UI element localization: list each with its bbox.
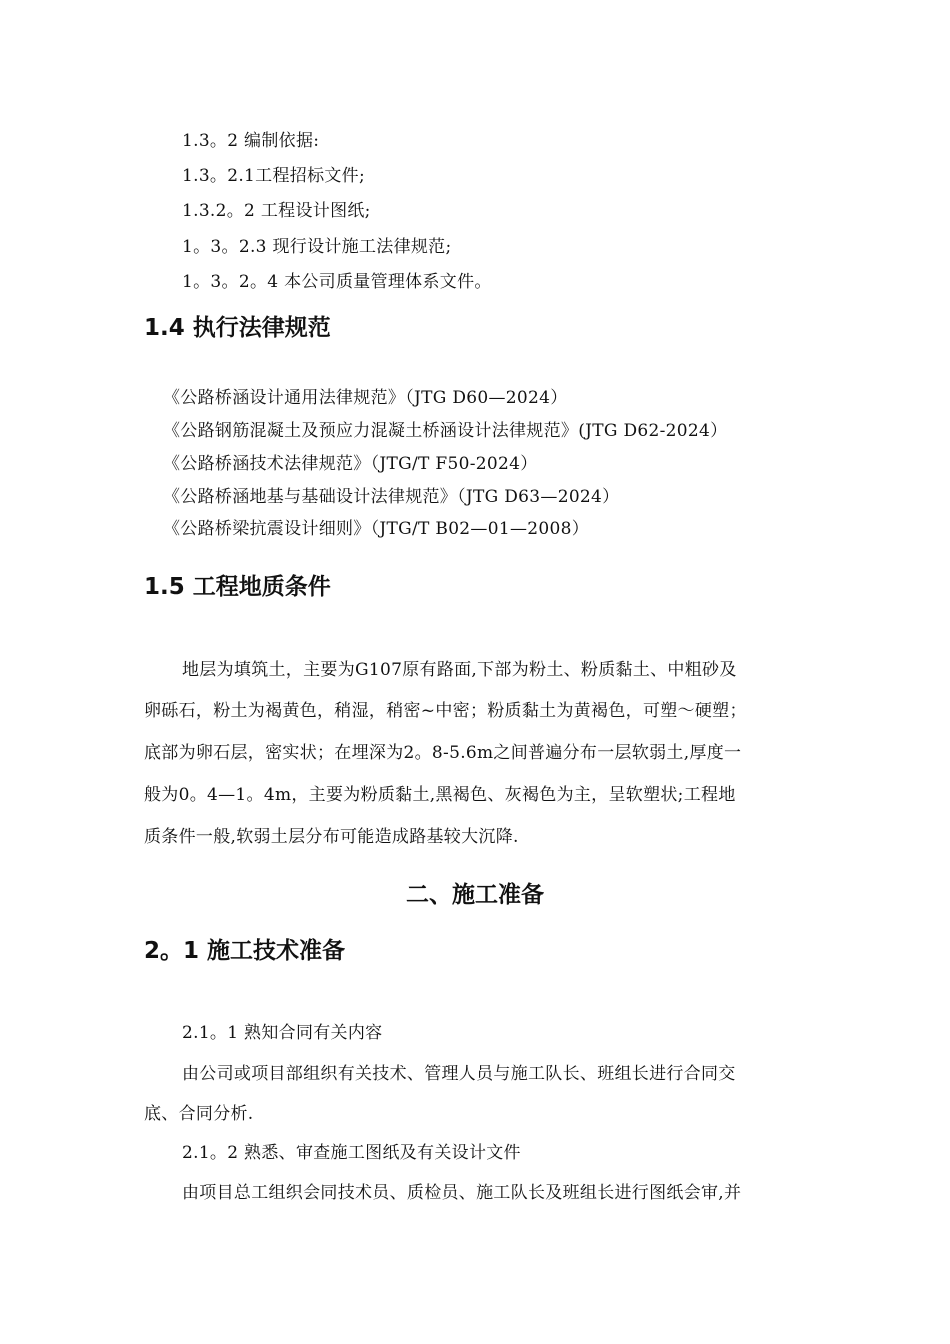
geology-paragraph-line: 般为0。4—1。4m，主要为粉质黏土,黑褐色、灰褐色为主，呈软塑状;工程地 [144, 785, 736, 805]
standard-item: 《公路桥梁抗震设计细则》（JTG/T B02—01—2008） [163, 519, 590, 539]
section-1-5-heading: 1.5 工程地质条件 [144, 574, 331, 600]
standard-item: 《公路桥涵地基与基础设计法律规范》（JTG D63—2024） [163, 487, 620, 507]
standard-item: 《公路桥涵技术法律规范》（JTG/T F50-2024） [163, 454, 538, 474]
basis-item: 1.3。2.1工程招标文件; [182, 166, 365, 186]
contract-paragraph-line: 由公司或项目部组织有关技术、管理人员与施工队长、班组长进行合同交 [182, 1064, 736, 1084]
subsection-2-1-1-title: 2.1。1 熟知合同有关内容 [182, 1023, 383, 1043]
section-2-1-heading: 2。1 施工技术准备 [144, 938, 346, 964]
geology-paragraph-line: 质条件一般,软弱土层分布可能造成路基较大沉降. [144, 827, 519, 847]
contract-paragraph-line: 底、合同分析. [144, 1104, 254, 1124]
geology-paragraph-line: 卵砾石，粉土为褐黄色，稍湿，稍密~中密；粉质黏土为黄褐色，可塑～硬塑； [144, 701, 747, 721]
standard-item: 《公路钢筋混凝土及预应力混凝土桥涵设计法律规范》(JTG D62-2024） [163, 421, 728, 441]
section-1-4-heading: 1.4 执行法律规范 [144, 315, 331, 341]
geology-paragraph-line: 地层为填筑土，主要为G107原有路面,下部为粉土、粉质黏土、中粗砂及 [182, 660, 737, 680]
basis-item: 1。3。2。4 本公司质量管理体系文件。 [182, 272, 492, 292]
standard-item: 《公路桥涵设计通用法律规范》（JTG D60—2024） [163, 388, 568, 408]
basis-item: 1.3.2。2 工程设计图纸; [182, 201, 371, 221]
geology-paragraph-line: 底部为卵石层，密实状；在埋深为2。8-5.6m之间普遍分布一层软弱土,厚度一 [144, 743, 742, 763]
drawings-paragraph-line: 由项目总工组织会同技术员、质检员、施工队长及班组长进行图纸会审,并 [182, 1183, 742, 1203]
basis-item: 1。3。2.3 现行设计施工法律规范; [182, 237, 452, 257]
chapter-2-heading: 二、施工准备 [406, 882, 544, 908]
section-1-3-2-title: 1.3。2 编制依据: [182, 131, 320, 151]
subsection-2-1-2-title: 2.1。2 熟悉、审查施工图纸及有关设计文件 [182, 1143, 521, 1163]
